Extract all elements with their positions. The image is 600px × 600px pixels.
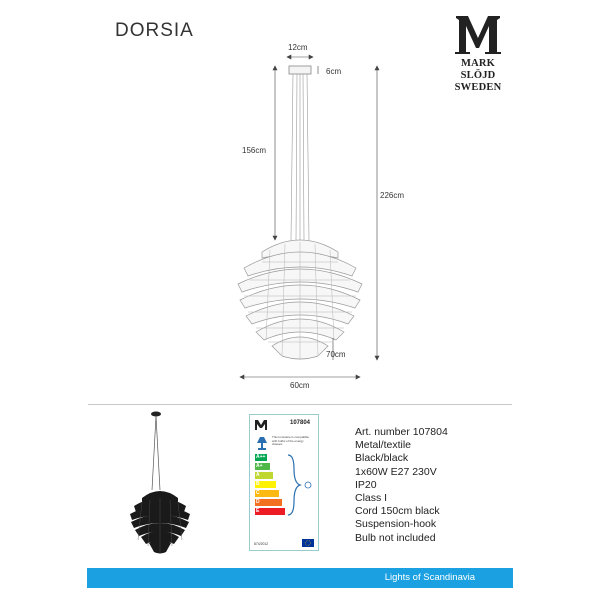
energy-class-3: A xyxy=(255,472,273,479)
dim-cable-length: 156cm xyxy=(242,146,267,155)
eu-flag-icon xyxy=(302,539,314,547)
label-logo-icon xyxy=(254,418,268,432)
label-note: This luminaire is compatible with bulbs of the energy classes: xyxy=(272,435,310,447)
energy-class-1: A++ xyxy=(256,454,266,460)
dim-canopy-height: 6cm xyxy=(326,67,342,76)
spec-line: Black/black xyxy=(355,452,409,465)
dim-shade-width: 60cm xyxy=(290,381,310,390)
dim-canopy-width: 12cm xyxy=(288,43,308,52)
spec-line: Art. number 107804 xyxy=(355,426,448,438)
bulb-bracket-icon xyxy=(286,453,314,517)
energy-class-2: A+ xyxy=(255,463,270,470)
footer-text: Lights of Scandinavia xyxy=(384,572,475,583)
energy-class-6: D xyxy=(255,499,282,506)
spec-list xyxy=(355,426,448,545)
energy-label xyxy=(249,414,319,551)
spec-line: IP20 xyxy=(355,478,377,491)
energy-class-5: C xyxy=(255,490,279,497)
label-number: 107804 xyxy=(290,420,311,426)
brand-line-2: SLÖJD xyxy=(460,70,496,81)
spec-line: Cord 150cm black xyxy=(355,505,440,518)
spec-line: Bulb not included xyxy=(355,531,436,544)
brand-line-3: SWEDEN xyxy=(454,82,502,93)
footer-bar xyxy=(87,568,513,588)
brand-line-1: MARK xyxy=(460,58,496,69)
dim-total-height: 226cm xyxy=(380,191,405,200)
product-photo xyxy=(120,410,210,560)
spec-line: Class I xyxy=(355,492,388,505)
product-title: DORSIA xyxy=(115,20,194,41)
spec-line: Suspension-hook xyxy=(355,518,437,531)
canopy xyxy=(289,66,311,74)
luminaire-icon xyxy=(255,435,269,451)
suspension-cables xyxy=(291,74,309,240)
section-divider xyxy=(88,404,512,405)
spec-line: 1x60W E27 230V xyxy=(355,465,437,478)
label-regulation: 874/2012 xyxy=(254,542,269,546)
energy-class-4: B xyxy=(255,481,276,488)
spec-line: Metal/textile xyxy=(355,439,412,452)
energy-class-7: E xyxy=(255,508,285,515)
dim-shade-height: 70cm xyxy=(326,350,346,359)
